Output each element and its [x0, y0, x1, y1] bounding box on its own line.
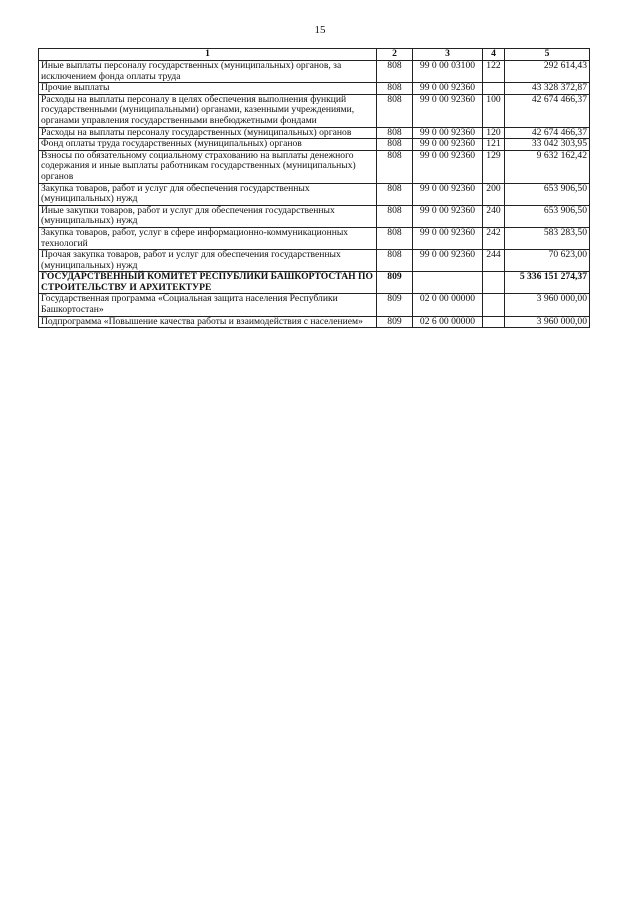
row-vr-code: 100	[483, 94, 505, 127]
table-header-row	[39, 49, 590, 61]
row-sum: 3 960 000,00	[505, 294, 590, 316]
table-body	[39, 61, 590, 328]
row-name: Закупка товаров, работ и услуг для обеспечения государственных (муниципальных) нужд	[39, 183, 377, 205]
row-vr-code	[483, 294, 505, 316]
row-sum: 42 674 466,37	[505, 94, 590, 127]
row-name: ГОСУДАРСТВЕННЫЙ КОМИТЕТ РЕСПУБЛИКИ БАШКОРТОСТАН ПО СТРОИТЕЛЬСТВУ И АРХИТЕКТУРЕ	[39, 272, 377, 294]
row-vr-code: 242	[483, 227, 505, 249]
row-csr-code: 02 6 00 00000	[413, 316, 483, 328]
page-number: 15	[314, 24, 326, 36]
row-sum: 653 906,50	[505, 183, 590, 205]
row-name: Закупка товаров, работ, услуг в сфере информационно-коммуникационных технологий	[39, 227, 377, 249]
row-gr-code: 808	[377, 183, 413, 205]
row-vr-code: 244	[483, 250, 505, 272]
row-gr-code: 809	[377, 316, 413, 328]
row-sum: 33 042 303,95	[505, 139, 590, 151]
table-row	[39, 61, 590, 83]
table-row	[39, 294, 590, 316]
col-header-1: 1	[39, 49, 377, 61]
row-sum: 292 614,43	[505, 61, 590, 83]
row-csr-code: 99 0 00 92360	[413, 127, 483, 139]
row-csr-code: 99 0 00 03100	[413, 61, 483, 83]
row-sum: 9 632 162,42	[505, 150, 590, 183]
row-gr-code: 808	[377, 61, 413, 83]
row-name: Прочие выплаты	[39, 83, 377, 95]
row-name: Расходы на выплаты персоналу государственных (муниципальных) органов	[39, 127, 377, 139]
row-csr-code: 99 0 00 92360	[413, 94, 483, 127]
col-header-4: 4	[483, 49, 505, 61]
row-vr-code	[483, 272, 505, 294]
table-row	[39, 272, 590, 294]
row-csr-code: 99 0 00 92360	[413, 83, 483, 95]
table-row	[39, 250, 590, 272]
row-name: Фонд оплаты труда государственных (муниципальных) органов	[39, 139, 377, 151]
table-row	[39, 227, 590, 249]
row-gr-code: 808	[377, 139, 413, 151]
row-gr-code: 808	[377, 227, 413, 249]
row-sum: 583 283,50	[505, 227, 590, 249]
table-row	[39, 94, 590, 127]
row-name: Иные закупки товаров, работ и услуг для обеспечения государственных (муниципальных) нужд	[39, 205, 377, 227]
row-csr-code: 99 0 00 92360	[413, 227, 483, 249]
row-name: Прочая закупка товаров, работ и услуг для обеспечения государственных (муниципальных) нужд	[39, 250, 377, 272]
row-gr-code: 808	[377, 94, 413, 127]
row-sum: 3 960 000,00	[505, 316, 590, 328]
budget-table	[38, 48, 590, 328]
row-vr-code: 120	[483, 127, 505, 139]
row-gr-code: 808	[377, 205, 413, 227]
row-sum: 653 906,50	[505, 205, 590, 227]
table-row	[39, 183, 590, 205]
row-name: Иные выплаты персоналу государственных (муниципальных) органов, за исключением фонда оплаты труда	[39, 61, 377, 83]
row-gr-code: 808	[377, 127, 413, 139]
row-name: Расходы на выплаты персоналу в целях обеспечения выполнения функций государственными (муниципальными) органами, казенными учреждениями, органами управления государственными внебюджетными фондами	[39, 94, 377, 127]
col-header-3: 3	[413, 49, 483, 61]
row-name: Взносы по обязательному социальному страхованию на выплаты денежного содержания и иные выплаты работникам государственных (муниципальных) органов	[39, 150, 377, 183]
table-row	[39, 205, 590, 227]
row-sum: 70 623,00	[505, 250, 590, 272]
col-header-2: 2	[377, 49, 413, 61]
row-gr-code: 809	[377, 294, 413, 316]
row-csr-code: 99 0 00 92360	[413, 183, 483, 205]
table-row	[39, 150, 590, 183]
row-vr-code: 122	[483, 61, 505, 83]
row-gr-code: 808	[377, 83, 413, 95]
row-name: Государственная программа «Социальная защита населения Республики Башкортостан»	[39, 294, 377, 316]
row-vr-code	[483, 316, 505, 328]
row-vr-code: 129	[483, 150, 505, 183]
row-csr-code: 02 0 00 00000	[413, 294, 483, 316]
row-vr-code	[483, 83, 505, 95]
row-name: Подпрограмма «Повышение качества работы и взаимодействия с населением»	[39, 316, 377, 328]
table-row	[39, 139, 590, 151]
row-gr-code: 808	[377, 250, 413, 272]
row-sum: 42 674 466,37	[505, 127, 590, 139]
row-gr-code: 808	[377, 150, 413, 183]
row-vr-code: 121	[483, 139, 505, 151]
row-sum: 43 328 372,87	[505, 83, 590, 95]
col-header-5: 5	[505, 49, 590, 61]
row-csr-code: 99 0 00 92360	[413, 139, 483, 151]
row-vr-code: 200	[483, 183, 505, 205]
row-gr-code: 809	[377, 272, 413, 294]
row-sum: 5 336 151 274,37	[505, 272, 590, 294]
table-row	[39, 316, 590, 328]
table-row	[39, 127, 590, 139]
table-row	[39, 83, 590, 95]
row-vr-code: 240	[483, 205, 505, 227]
row-csr-code	[413, 272, 483, 294]
row-csr-code: 99 0 00 92360	[413, 205, 483, 227]
row-csr-code: 99 0 00 92360	[413, 150, 483, 183]
row-csr-code: 99 0 00 92360	[413, 250, 483, 272]
